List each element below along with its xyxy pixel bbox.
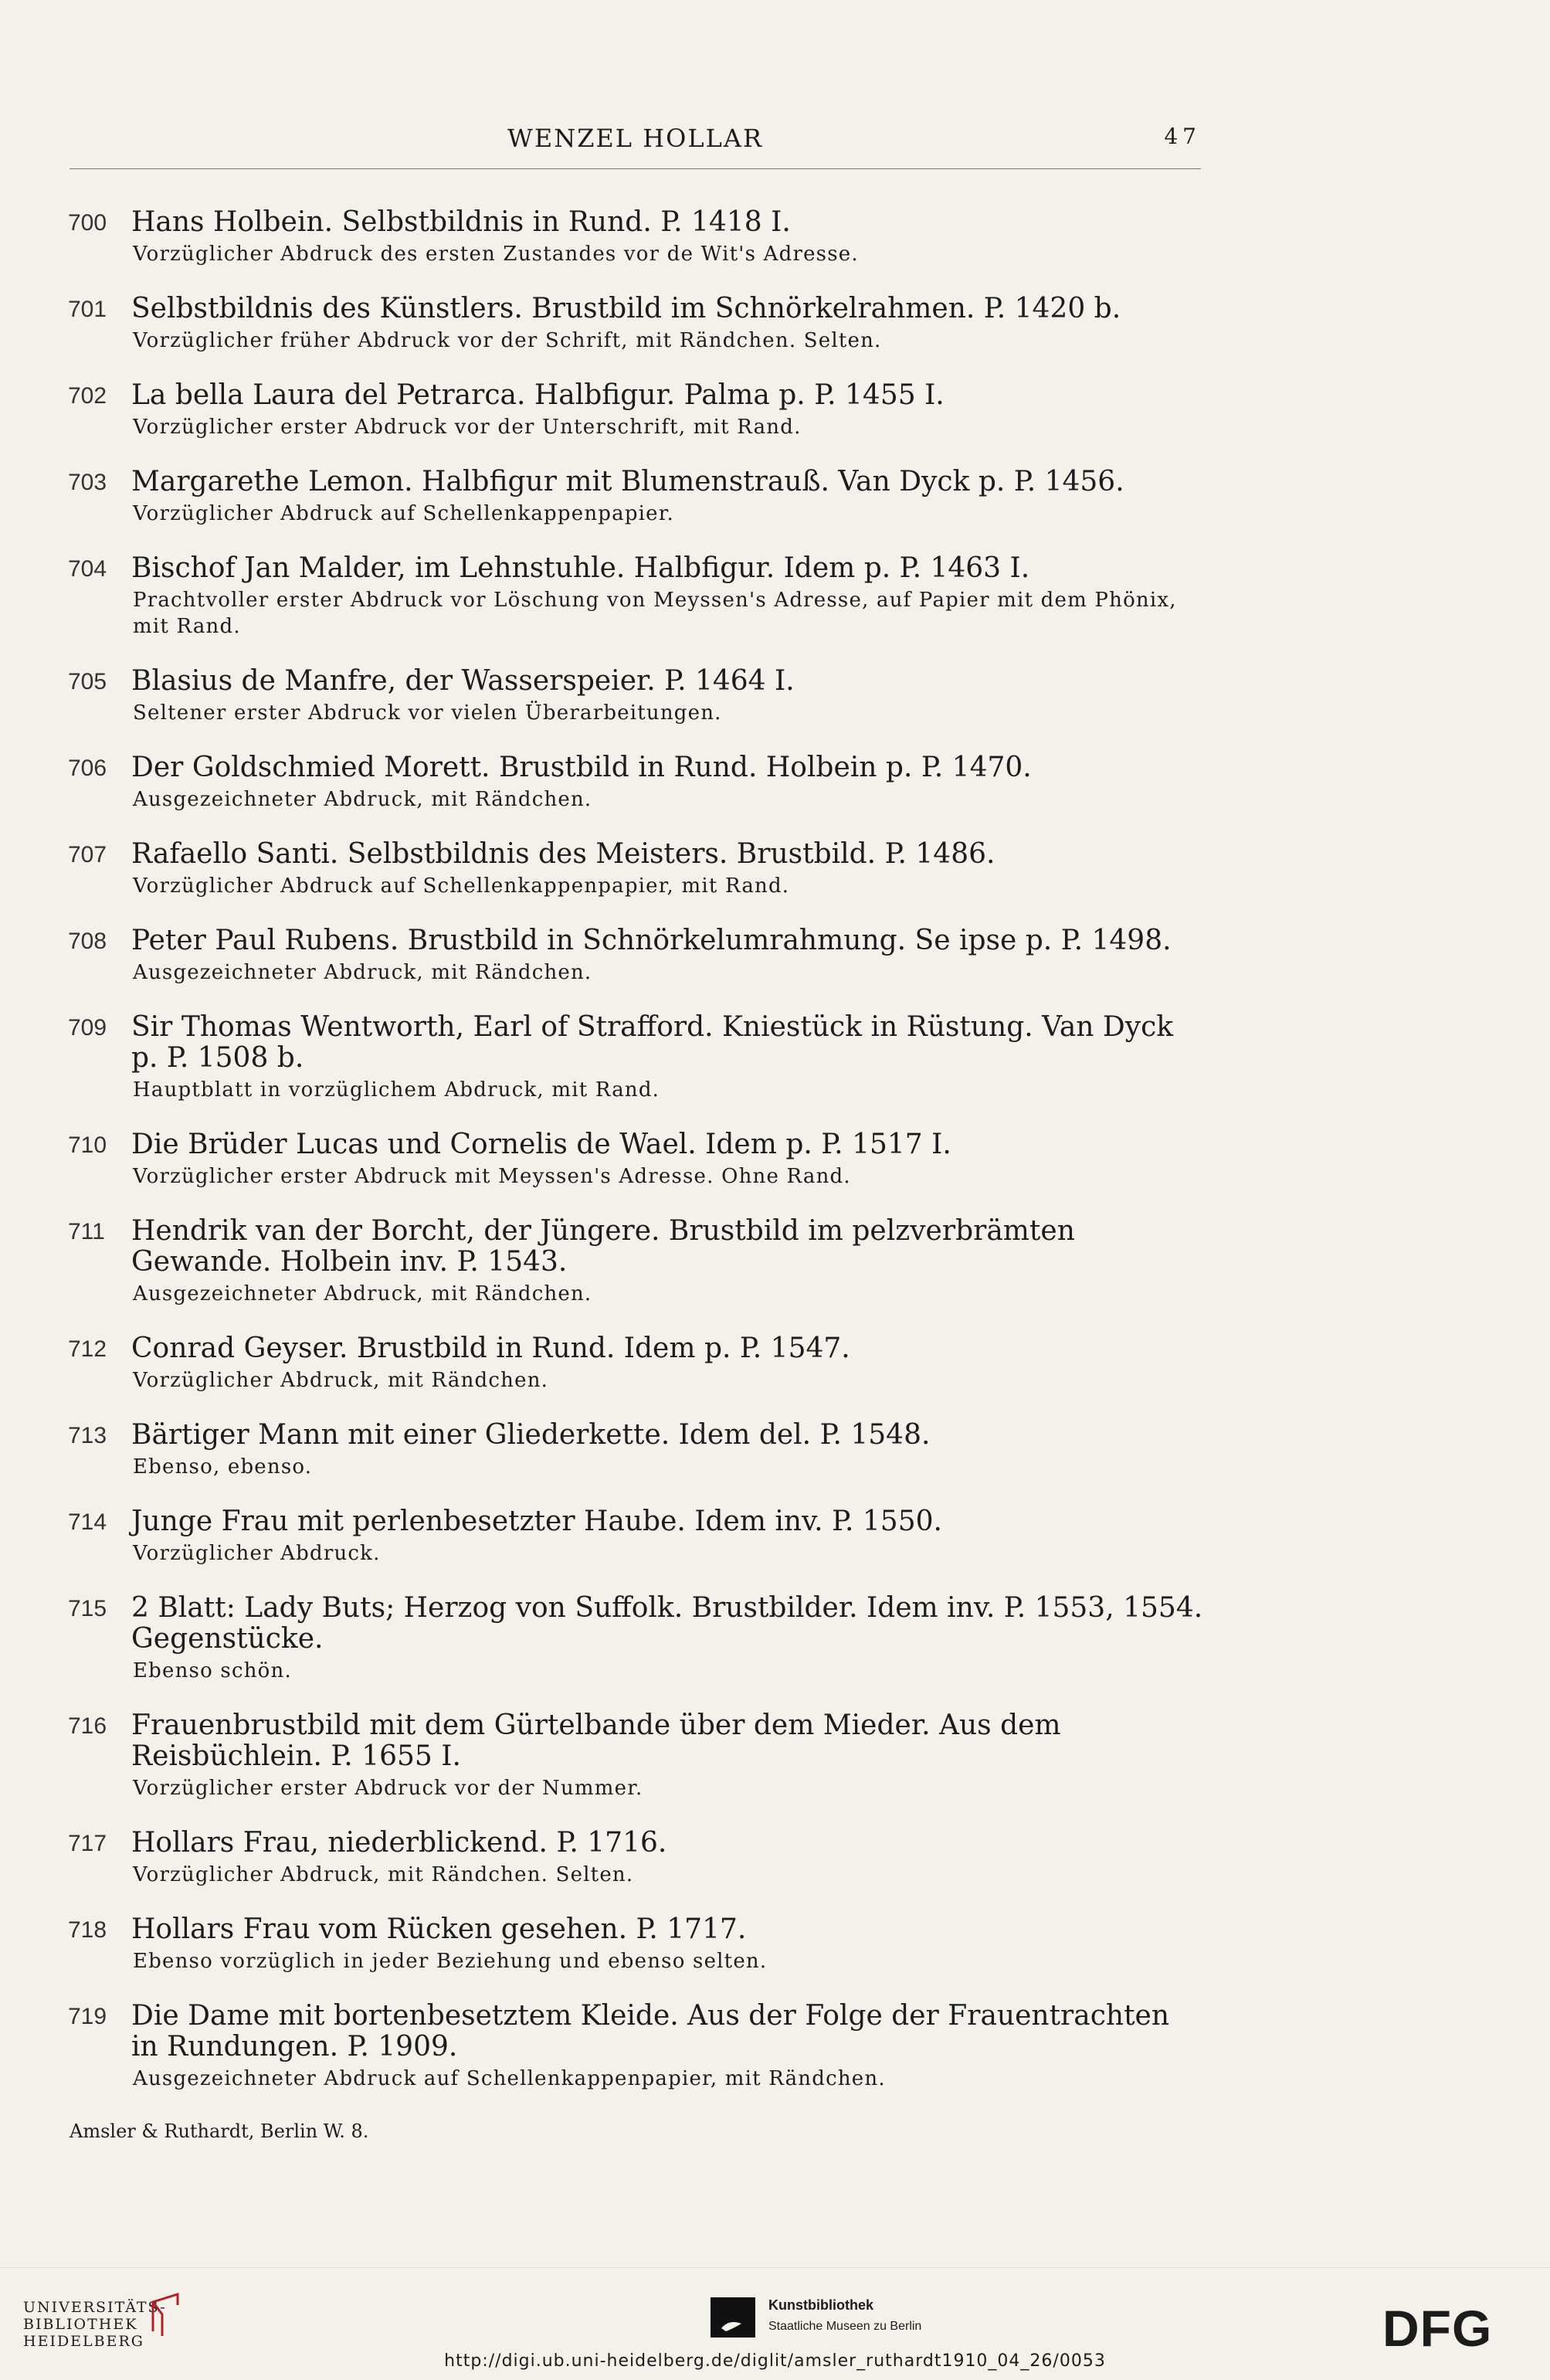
entry-note: Seltener erster Abdruck vor vielen Überarbeitungen. (133, 701, 722, 725)
dfg-logo[interactable]: DFG (1382, 2300, 1493, 2357)
viewer-footer (0, 2267, 1550, 2380)
university-logo-icon[interactable] (147, 2291, 185, 2338)
entry-number: 700 (68, 210, 107, 236)
entry-title: Hans Holbein. Selbstbildnis in Rund. P. 1418 I. (131, 206, 791, 238)
entry-note: Ebenso vorzüglich in jeder Beziehung und ebenso selten. (133, 1950, 768, 1973)
entry-note: Ebenso schön. (133, 1659, 292, 1682)
kb-subtitle: Staatliche Museen zu Berlin (768, 2320, 922, 2333)
header-rule (70, 168, 1201, 169)
entry-number: 701 (68, 297, 107, 322)
permalink[interactable]: http://digi.ub.uni-heidelberg.de/diglit/amsler_ruthardt1910_04_26/0053 (444, 2351, 1106, 2371)
catalogue-entry (68, 467, 1203, 527)
entry-title: 2 Blatt: Lady Buts; Herzog von Suffolk. Brustbilder. Idem inv. P. 1553, 1554. Gegenstücke. (131, 1592, 1203, 1655)
catalogue-entry (68, 1914, 1203, 1974)
entry-title: Bischof Jan Malder, im Lehnstuhle. Halbfigur. Idem p. P. 1463 I. (131, 552, 1030, 584)
catalogue-entry (68, 1129, 1203, 1190)
entry-title: Hollars Frau, niederblickend. P. 1716. (131, 1827, 667, 1859)
kb-name: Kunstbibliothek (768, 2297, 873, 2313)
entry-title: Hollars Frau vom Rücken gesehen. P. 1717. (131, 1913, 747, 1945)
entry-number: 709 (68, 1015, 107, 1041)
entry-note: Vorzüglicher Abdruck auf Schellenkappenpapier. (133, 502, 674, 525)
entry-number: 704 (68, 556, 107, 582)
entry-note: Vorzüglicher Abdruck. (133, 1542, 381, 1565)
entry-number: 717 (68, 1831, 107, 1856)
publisher-imprint: Amsler & Ruthardt, Berlin W. 8. (70, 2120, 369, 2142)
entry-title: Blasius de Manfre, der Wasserspeier. P. 1464 I. (131, 665, 795, 697)
catalogue-entry (68, 666, 1203, 726)
entry-number: 716 (68, 1713, 107, 1739)
entry-title: Frauenbrustbild mit dem Gürtelbande über dem Mieder. Aus dem Reisbüchlein. P. 1655 I. (131, 1709, 1061, 1772)
entry-note: Ausgezeichneter Abdruck, mit Rändchen. (133, 961, 592, 984)
entry-number: 713 (68, 1423, 107, 1448)
entry-title: Die Dame mit bortenbesetztem Kleide. Aus der Folge der Frauentrachten in Rundungen. P. 1909. (131, 2000, 1170, 2063)
entry-note: Ausgezeichneter Abdruck, mit Rändchen. (133, 1282, 592, 1305)
entry-note: Vorzüglicher erster Abdruck mit Meyssen's Adresse. Ohne Rand. (133, 1165, 851, 1188)
entry-title: Margarethe Lemon. Halbfigur mit Blumenstrauß. Van Dyck p. P. 1456. (131, 466, 1124, 497)
entry-title: Selbstbildnis des Künstlers. Brustbild im Schnörkelrahmen. P. 1420 b. (131, 293, 1121, 324)
kunstbibliothek-label (768, 2297, 921, 2334)
entry-title: Conrad Geyser. Brustbild in Rund. Idem p. P. 1547. (131, 1333, 850, 1364)
entry-number: 719 (68, 2004, 107, 2029)
university-line: HEIDELBERG (23, 2333, 144, 2350)
entry-title: Hendrik van der Borcht, der Jüngere. Brustbild im pelzverbrämten Gewande. Holbein inv. P. 1543. (131, 1215, 1075, 1278)
catalogue-entry (68, 1420, 1203, 1480)
entry-title: La bella Laura del Petrarca. Halbfigur. Palma p. P. 1455 I. (131, 379, 945, 411)
entry-number: 706 (68, 755, 107, 781)
kunstbibliothek-logo-icon[interactable] (711, 2297, 755, 2338)
university-line: BIBLIOTHEK (23, 2316, 138, 2333)
catalogue-entry (68, 380, 1203, 440)
entry-title: Sir Thomas Wentworth, Earl of Strafford. Kniestück in Rüstung. Van Dyck p. P. 1508 b. (131, 1011, 1174, 1074)
entry-title: Der Goldschmied Morett. Brustbild in Rund. Holbein p. P. 1470. (131, 752, 1032, 783)
catalogue-entries (68, 207, 1203, 2118)
catalogue-entry (68, 1593, 1203, 1684)
entry-number: 702 (68, 383, 107, 409)
entry-note: Vorzüglicher erster Abdruck vor der Nummer. (133, 1777, 643, 1800)
entry-note: Vorzüglicher Abdruck, mit Rändchen. (133, 1369, 549, 1392)
catalogue-entry (68, 1216, 1203, 1307)
entry-number: 708 (68, 929, 107, 954)
catalogue-entry (68, 294, 1203, 354)
catalogue-entry (68, 553, 1203, 640)
entry-title: Bärtiger Mann mit einer Gliederkette. Idem del. P. 1548. (131, 1419, 931, 1451)
entry-note: Vorzüglicher Abdruck auf Schellenkappenpapier, mit Rand. (133, 874, 790, 898)
catalogue-entry (68, 1012, 1203, 1103)
entry-note: Hauptblatt in vorzüglichem Abdruck, mit Rand. (133, 1078, 660, 1102)
university-line: UNIVERSITÄTS- (23, 2299, 167, 2316)
entry-title: Junge Frau mit perlenbesetzter Haube. Idem inv. P. 1550. (131, 1506, 942, 1537)
entry-title: Rafaello Santi. Selbstbildnis des Meisters. Brustbild. P. 1486. (131, 838, 995, 870)
entry-note: Vorzüglicher Abdruck, mit Rändchen. Selten. (133, 1863, 634, 1886)
catalogue-entry (68, 2001, 1203, 2092)
catalogue-entry (68, 839, 1203, 899)
entry-number: 703 (68, 470, 107, 495)
entry-note: Vorzüglicher erster Abdruck vor der Unterschrift, mit Rand. (133, 416, 802, 439)
page-header (70, 124, 1201, 170)
entry-note: Vorzüglicher Abdruck des ersten Zustandes vor de Wit's Adresse. (133, 243, 859, 266)
entry-title: Die Brüder Lucas und Cornelis de Wael. Idem p. P. 1517 I. (131, 1129, 951, 1160)
catalogue-entry (68, 1710, 1203, 1801)
entry-note: Ausgezeichneter Abdruck auf Schellenkappenpapier, mit Rändchen. (133, 2067, 886, 2090)
running-title: WENZEL HOLLAR (507, 124, 764, 153)
catalogue-entry (68, 1506, 1203, 1567)
entry-title: Peter Paul Rubens. Brustbild in Schnörkelumrahmung. Se ipse p. P. 1498. (131, 925, 1172, 956)
entry-number: 707 (68, 842, 107, 867)
entry-number: 712 (68, 1336, 107, 1362)
catalogue-entry (68, 207, 1203, 267)
entry-note: Vorzüglicher früher Abdruck vor der Schrift, mit Rändchen. Selten. (133, 329, 882, 352)
catalogue-entry (68, 752, 1203, 813)
entry-number: 714 (68, 1509, 107, 1535)
catalogue-entry (68, 925, 1203, 986)
entry-number: 705 (68, 669, 107, 694)
entry-number: 710 (68, 1132, 107, 1158)
university-library-name[interactable] (23, 2299, 167, 2350)
entry-number: 711 (68, 1219, 105, 1244)
page-number: 47 (1164, 124, 1201, 149)
entry-note: Ausgezeichneter Abdruck, mit Rändchen. (133, 788, 592, 811)
entry-number: 715 (68, 1596, 107, 1621)
catalogue-entry (68, 1333, 1203, 1394)
entry-note: Ebenso, ebenso. (133, 1455, 313, 1479)
entry-number: 718 (68, 1917, 107, 1943)
catalogue-entry (68, 1828, 1203, 1888)
entry-note: Prachtvoller erster Abdruck vor Löschung von Meyssen's Adresse, auf Papier mit dem Phönix, mit Rand. (133, 589, 1177, 638)
